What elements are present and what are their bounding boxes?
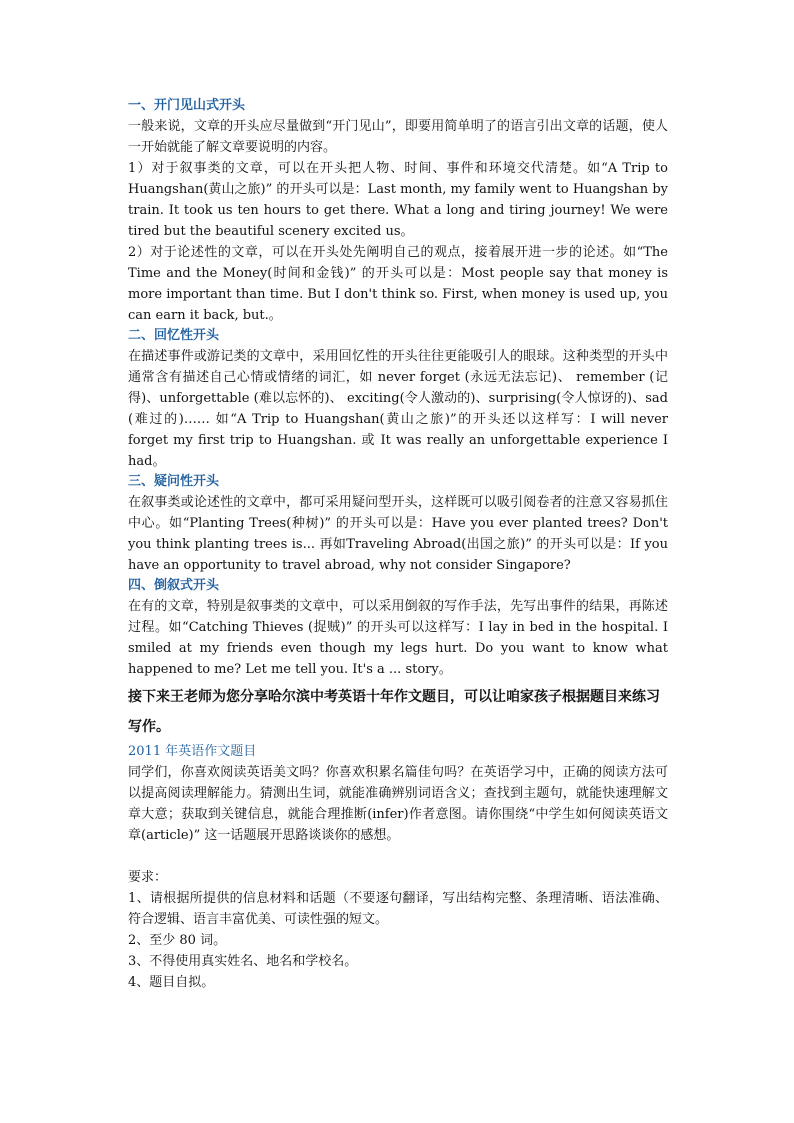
paragraph: 2）对于论述性的文章，可以在开头处先阐明自己的观点，接着展开进一步的论述。如“The Time and the Money(时间和金钱)” 的开头可以是：Most people say that money is more important than time. But I don't think so. First, when money is used up, you can earn it back, but.。 [128, 245, 668, 323]
requirement-item: 1、请根据所提供的信息材料和话题（不要逐句翻译，写出结构完整、条理清晰、语法准确、符合逻辑、语言丰富优美、可读性强的短文。 [128, 891, 668, 927]
paragraph: 在叙事类或论述性的文章中，都可采用疑问型开头，这样既可以吸引阅卷者的注意又容易抓住中心。如“Planting Trees(种树)” 的开头可以是：Have you ever planted trees? Don't you think planting trees is... 再如Traveling Abroad(出国之旅)” 的开头可以是：If you have an opportunity to travel abroad, why not consider Singapore? [128, 495, 668, 573]
section-heading-3: 三、疑问性开头 [128, 474, 220, 489]
paragraph: 1）对于叙事类的文章，可以在开头把人物、时间、事件和环境交代清楚。如“A Trip to Huangshan(黄山之旅)” 的开头可以是：Last month, my family went to Huangshan by train. It took us ten hours to get there. What a long and tiring journey! We were tired but the beautiful scenery excited us。 [128, 161, 668, 239]
paragraph: 在有的文章，特别是叙事类的文章中，可以采用倒叙的写作手法，先写出事件的结果，再陈述过程。如“Catching Thieves (捉贼)” 的开头可以这样写：I lay in bed in the hospital. I smiled at my friends even though my legs hurt. Do you want to know what happened to me? Let me tell you. It's a ... story。 [128, 599, 668, 677]
year-title: 2011 年英语作文题目 [128, 744, 257, 759]
essay-prompt: 同学们，你喜欢阅读英语美文吗？你喜欢积累名篇佳句吗？在英语学习中，正确的阅读方法可以提高阅读理解能力。猜测出生词，就能准确辨别词语含义；查找到主题句，就能快速理解文章大意；获取到关键信息，就能合理推断(infer)作者意图。请你围绕“中学生如何阅读英语文章(article)” 这一话题展开思路谈谈你的感想。 [128, 765, 668, 843]
requirement-item: 4、题目自拟。 [128, 975, 215, 990]
section-heading-2: 二、回忆性开头 [128, 328, 220, 343]
intro-text: 接下来王老师为您分享哈尔滨中考英语十年作文题目，可以让咱家孩子根据题目来练习写作。 [128, 689, 660, 735]
document-page [128, 96, 668, 993]
section-heading-1: 一、开门见山式开头 [128, 98, 246, 113]
requirement-item: 2、至少 80 词。 [128, 933, 227, 948]
spacer [128, 846, 668, 867]
requirements-title: 要求： [128, 870, 168, 885]
paragraph: 一般来说，文章的开头应尽量做到“开门见山”，即要用简单明了的语言引出文章的话题，使人一开始就能了解文章要说明的内容。 [128, 119, 668, 155]
paragraph: 在描述事件或游记类的文章中，采用回忆性的开头往往更能吸引人的眼球。这种类型的开头中通常含有描述自己心情或情绪的词汇，如 never forget (永远无法忘记)、 remember (记得)、unforgettable (难以忘怀的)、 exciting(令人激动的)、surprising(令人惊讶的)、sad (难过的)…… 如“A Trip to Huangshan(黄山之旅)”的开头还以这样写：I will never forget my first trip to Huangshan. 或 It was really an unforgettable experience I had。 [128, 349, 668, 469]
requirement-item: 3、不得使用真实姓名、地名和学校名。 [128, 954, 358, 969]
section-heading-4: 四、倒叙式开头 [128, 578, 220, 593]
